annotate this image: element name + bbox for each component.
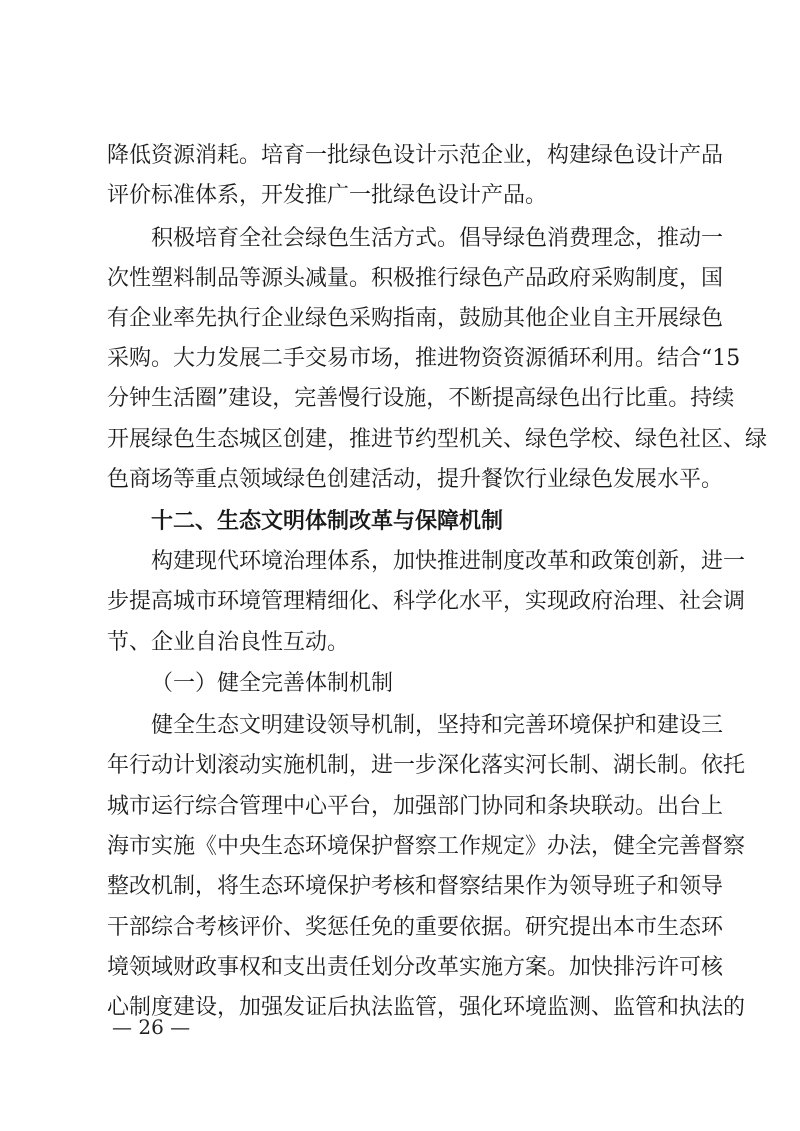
body-text-line: 整改机制，将生态环境保护考核和督察结果作为领导班子和领导 xyxy=(107,874,724,899)
body-text-line: 开展绿色生态城区创建，推进节约型机关、绿色学校、绿色社区、绿 xyxy=(107,427,768,452)
body-text-line: 分钟生活圈”建设，完善慢行设施，不断提高绿色出行比重。持续 xyxy=(107,386,735,411)
body-text-line: 海市实施《中央生态环境保护督察工作规定》办法，健全完善督察 xyxy=(107,834,746,859)
section-heading: 十二、生态文明体制改革与保障机制 xyxy=(151,509,504,534)
body-text-line: 城市运行综合管理中心平台，加强部门协同和条块联动。出台上 xyxy=(107,794,724,819)
body-text-line: 构建现代环境治理体系，加快推进制度改革和政策创新，进一 xyxy=(151,549,746,574)
body-text-line: 步提高城市环境管理精细化、科学化水平，实现政府治理、社会调 xyxy=(107,589,746,614)
body-text-line: 评价标准体系，开发推广一批绿色设计产品。 xyxy=(107,183,548,208)
body-text-line: 采购。大力发展二手交易市场，推进物资资源循环利用。结合“15 xyxy=(107,346,741,371)
body-text-line: 次性塑料制品等源头减量。积极推行绿色产品政府采购制度，国 xyxy=(107,266,724,291)
subsection-heading: （一）健全完善体制机制 xyxy=(151,671,394,696)
body-text-line: 有企业率先执行企业绿色采购指南，鼓励其他企业自主开展绿色 xyxy=(107,306,724,331)
body-text-line: 色商场等重点领域绿色创建活动，提升餐饮行业绿色发展水平。 xyxy=(107,467,724,492)
page-number: — 26 — xyxy=(112,1015,191,1039)
body-text-line: 节、企业自治良性互动。 xyxy=(107,630,350,655)
body-text-line: 年行动计划滚动实施机制，进一步深化落实河长制、湖长制。依托 xyxy=(107,753,746,778)
body-text-line: 心制度建设，加强发证后执法监管，强化环境监测、监管和执法的 xyxy=(107,995,746,1020)
body-text-line: 境领域财政事权和支出责任划分改革实施方案。加快排污许可核 xyxy=(107,955,724,980)
body-text-line: 降低资源消耗。培育一批绿色设计示范企业，构建绿色设计产品 xyxy=(107,143,724,168)
body-text-line: 健全生态文明建设领导机制，坚持和完善环境保护和建设三 xyxy=(151,713,724,738)
body-text-line: 干部综合考核评价、奖惩任免的重要依据。研究提出本市生态环 xyxy=(107,915,724,940)
body-text-line: 积极培育全社会绿色生活方式。倡导绿色消费理念，推动一 xyxy=(151,226,724,251)
